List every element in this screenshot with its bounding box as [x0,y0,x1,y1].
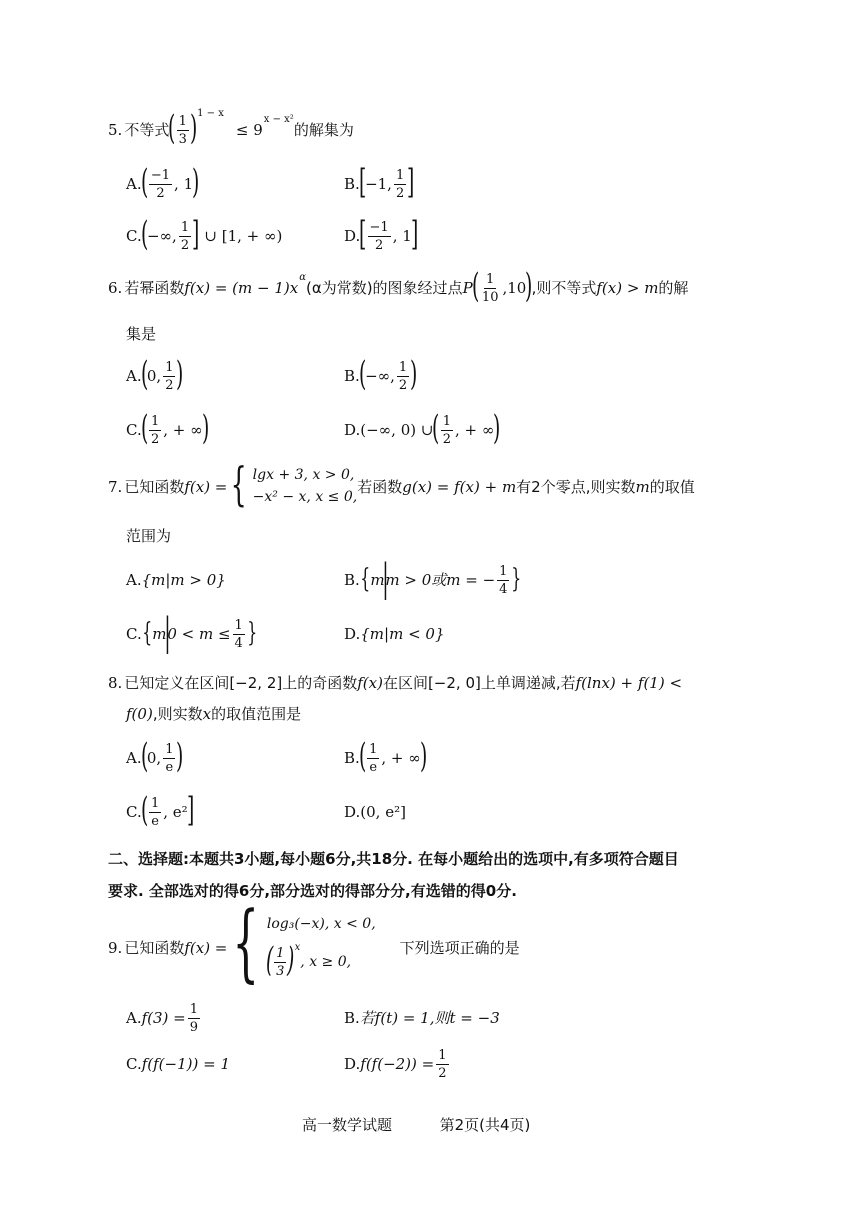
q5-stem [108,110,354,150]
fraction: $\frac{1}{4}$ [234,617,243,651]
option-label: C. [126,420,142,439]
option-label: A. [126,748,142,767]
option-label: B. [344,748,360,767]
q5-option-a: A. ( $\frac{-1}{2}$ , 1 ) [126,162,200,202]
option-label: A. [126,570,142,589]
q6-option-b: B. ( −∞, $\frac{1}{2}$ ) [344,354,418,394]
fraction: $\frac{1}{2}$ [150,413,160,447]
q6-option-a: A. ( 0, $\frac{1}{2}$ ) [126,354,184,394]
q7-option-c: C. { m | 0 < m ≤ $\frac{1}{4}$ } [126,610,258,654]
fraction: $\frac{1}{10}$ [481,271,499,305]
option-label: C. [126,1054,142,1073]
option-label: A. [126,366,142,385]
q7-stem: 7. 已知函数 f(x) = { lgx + 3, x > 0, −x² − x, x ≤ 0, 若函数 g(x) = f(x) + m 有2个零点,则实数 m 的取值 [108,457,695,511]
option-label: C. [126,802,142,821]
q5-option-d: D. [ $\frac{-1}{2}$ , 1 ] [344,214,419,254]
q6-option-d: D. (−∞, 0) ∪ ( $\frac{1}{2}$ , + ∞ ) [344,408,501,448]
q6-option-c: C. ( $\frac{1}{2}$ , + ∞ ) [126,408,209,448]
q8-option-d: D. (0, e²] [344,802,406,821]
q8-option-b: B. ( $\frac{1}{e}$ , + ∞ ) [344,736,427,776]
fraction: $\frac{-1}{2}$ [150,167,171,201]
option-label: D. [344,624,361,643]
brace: { [230,457,248,511]
fraction: $\frac{1}{2}$ [165,359,174,393]
q7-option-d: D. {m|m < 0} [344,624,445,643]
q5-relation: ≤ 9 [235,120,263,139]
q7-option-a: A. {m|m > 0} [126,570,226,589]
q5-stem-b: 的解集为 [293,120,354,139]
fraction: $\frac{1}{9}$ [189,1001,199,1035]
option-label: B. [344,366,360,385]
option-label: D. [344,420,361,439]
fraction: $\frac{1}{2}$ [180,219,190,253]
fraction: $\frac{1}{3}$ [276,945,285,979]
q9-number: 9. [108,938,123,957]
paren-left: ( [168,108,176,148]
fraction: $\frac{1}{2}$ [398,359,408,393]
q8-stem-line2: f(0) ,则实数 x 的取值范围是 [126,704,302,723]
option-label: A. [126,174,142,193]
q9-option-c: C. f(f(−1)) = 1 [126,1054,230,1073]
q5-exponent-2: x − x² [263,114,294,125]
footer [302,1114,530,1135]
q6-stem: 6. 若幂函数 f (x) = (m − 1)x α (α为常数)的图象经过点 P ( $\frac{1}{10}$ ,10 ) ,则不等式 f(x) > m 的解 [108,266,689,306]
q8-option-c: C. ( $\frac{1}{e}$ , e² ] [126,790,194,830]
footer-title: 高一数学试题 [302,1116,393,1134]
option-label: A. [126,1008,142,1027]
option-label: B. [344,174,360,193]
q9-stem: 9. 已知函数 f(x) = { log₃(−x), x < 0, ( $\frac{1}{3}$ ) x , x ≥ 0, 下列选项正确的是 [108,893,520,991]
q9-option-a: A. f(3) = $\frac{1}{9}$ [126,1001,199,1035]
fraction: $\frac{1}{e}$ [369,741,378,775]
q5-base-fraction: $\frac{1}{3}$ [178,113,187,147]
option-label: D. [344,1054,361,1073]
q5-exponent: 1 − x [197,108,224,119]
q6-stem-line2: 集是 [126,324,157,343]
fraction: $\frac{1}{2}$ [438,1047,447,1081]
q8-stem: 8. 已知定义在区间[−2, 2]上的奇函数 f(x) 在区间[−2, 0]上单调递减,若 f(lnx) + f(1) < [108,673,683,692]
q9-piecewise: log₃(−x), x < 0, ( $\frac{1}{3}$ ) x , x ≥ 0, [265,916,376,980]
q7-number: 7. [108,477,123,496]
q9-option-d: D. f(f(−2)) = $\frac{1}{2}$ [344,1047,447,1081]
q5-stem-a: 不等式 [124,120,170,139]
q8-option-a: A. ( 0, $\frac{1}{e}$ ) [126,736,184,776]
option-label: B. [344,570,360,589]
q7-stem-line2: 范围为 [126,526,172,545]
fraction: $\frac{-1}{2}$ [369,219,389,253]
option-label: D. [344,226,361,245]
brace: { [232,893,260,991]
option-label: C. [126,226,142,245]
fraction: $\frac{1}{e}$ [150,795,160,829]
section-2-line1: 二、选择题:本题共3小题,每小题6分,共18分. 在每小题给出的选项中,有多项符合题目 [108,849,679,868]
q9-option-b: B. 若f(t) = 1,则t = −3 [344,1008,500,1027]
q5-number: 5. [108,120,123,139]
fraction: $\frac{1}{4}$ [499,563,508,597]
section-2-line2: 要求. 全部选对的得6分,部分选对的得部分分,有选错的得0分. [108,881,517,900]
fraction: $\frac{1}{2}$ [395,167,405,201]
q5-option-c: C. ( −∞, $\frac{1}{2}$ ] ∪ [1, + ∞) [126,214,283,254]
fraction: $\frac{1}{2}$ [442,413,451,447]
q6-number: 6. [108,278,123,297]
q7-piecewise: lgx + 3, x > 0, −x² − x, x ≤ 0, [252,467,358,505]
option-label: B. [344,1008,360,1027]
option-label: C. [126,624,142,643]
footer-page-number: 第2页(共4页) [439,1116,531,1134]
paren-right: ) [189,108,198,148]
fraction: $\frac{1}{e}$ [165,741,174,775]
q7-option-b: B. { m | m > 0或m = − $\frac{1}{4}$ } [344,556,522,600]
option-label: D. [344,802,361,821]
q8-number: 8. [108,673,123,692]
q5-option-b: B. [ −1, $\frac{1}{2}$ ] [344,162,415,202]
